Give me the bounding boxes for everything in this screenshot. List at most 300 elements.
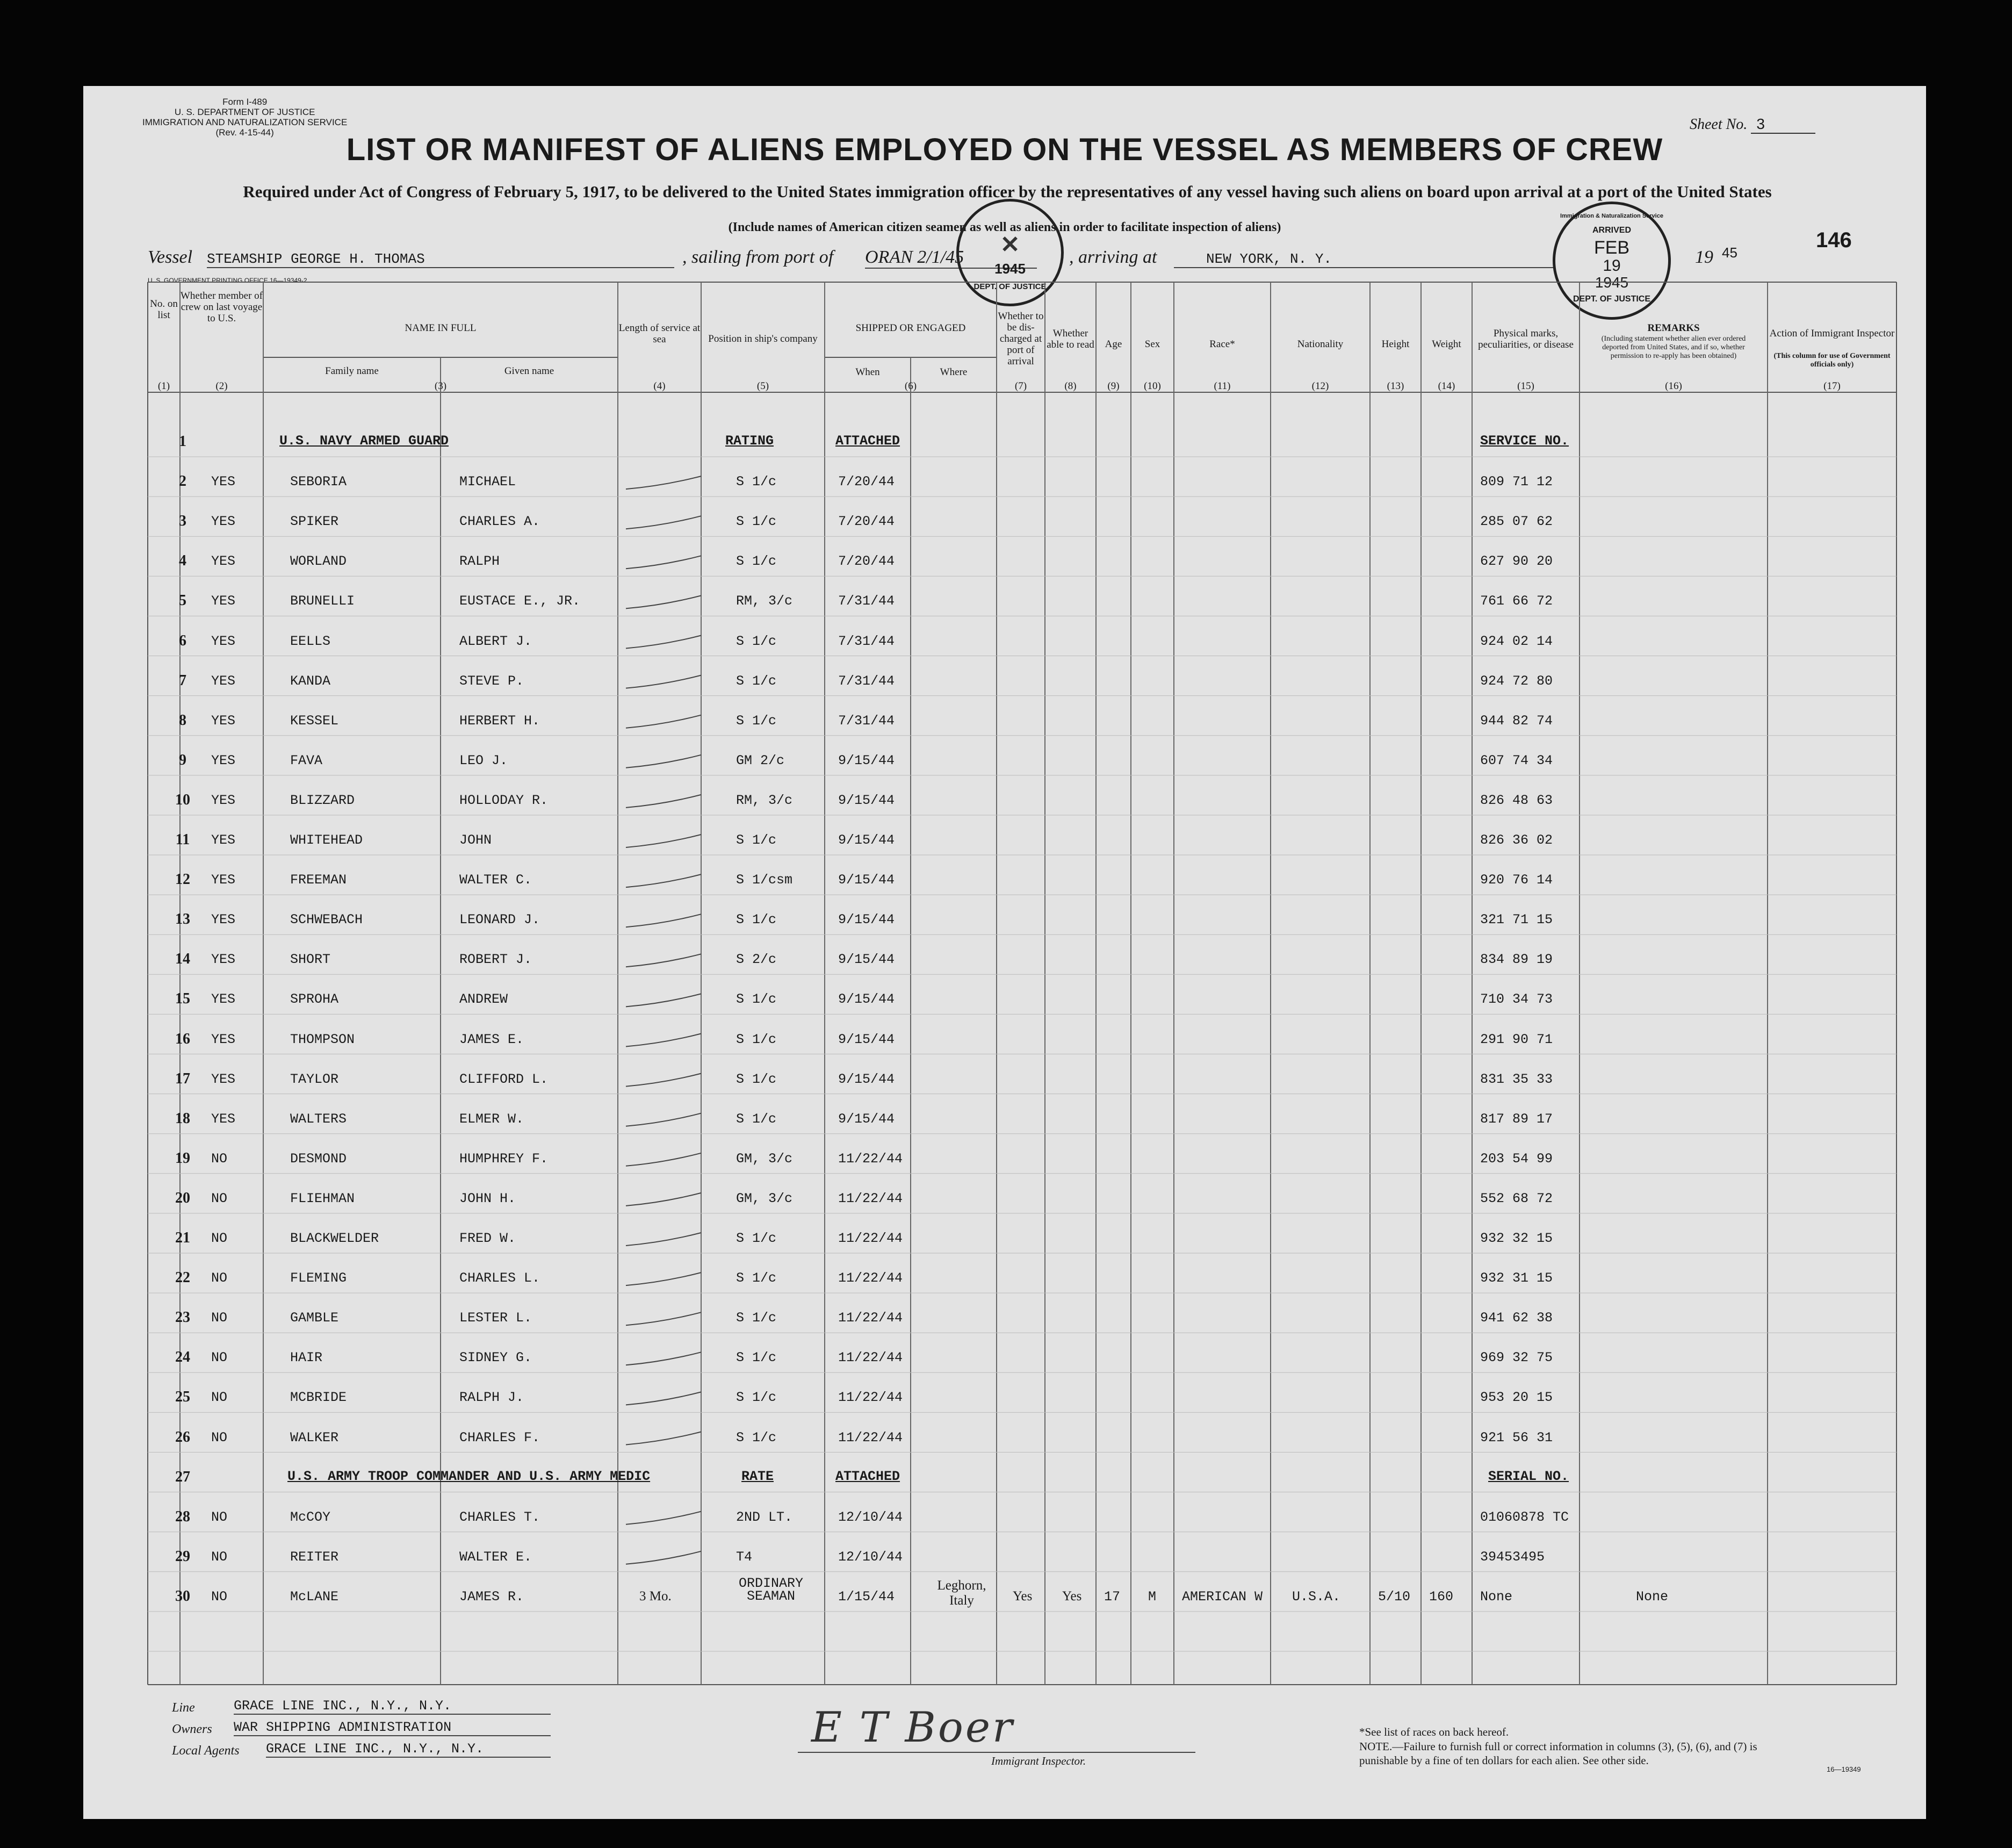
physical-marks: 607 74 34 — [1480, 752, 1553, 768]
family-name: MCBRIDE — [290, 1390, 347, 1406]
family-name: WALKER — [290, 1429, 339, 1446]
check-mark — [626, 1074, 701, 1087]
given-name: HUMPHREY F. — [459, 1150, 549, 1167]
shipped-when: 7/20/44 — [838, 474, 895, 490]
crew-member-status: NO — [211, 1190, 228, 1206]
given-name: LEONARD J. — [459, 912, 540, 928]
position: S 1/c — [736, 1270, 777, 1286]
section-heading: U.S. ARMY TROOP COMMANDER AND U.S. ARMY MEDIC — [287, 1468, 651, 1484]
shipped-when: 9/15/44 — [838, 952, 895, 968]
family-name: McLANE — [290, 1588, 339, 1605]
given-name: RALPH — [459, 553, 500, 570]
given-name: ALBERT J. — [459, 633, 532, 649]
check-mark — [626, 914, 701, 927]
family-name: SEBORIA — [290, 474, 347, 490]
check-mark — [626, 874, 701, 887]
department: U. S. DEPARTMENT OF JUSTICE — [174, 107, 315, 117]
shipped-when: 9/15/44 — [838, 912, 895, 928]
row-number: 13 — [175, 911, 190, 928]
crew-member-status: YES — [211, 1031, 236, 1047]
row-number: 3 — [179, 513, 186, 530]
position: S 1/c — [736, 1231, 777, 1246]
col-header-num: (17) — [1823, 380, 1841, 392]
crew-member-status: NO — [211, 1231, 228, 1246]
crew-member-status: YES — [211, 832, 236, 848]
family-name: SHORT — [290, 952, 331, 968]
given-name: JAMES E. — [459, 1031, 524, 1047]
col-header-given: Given name — [504, 365, 554, 377]
shipped-when: 7/20/44 — [838, 514, 895, 530]
row-number: 17 — [175, 1070, 190, 1087]
page-number: 146 — [1816, 228, 1852, 252]
physical-marks: 710 34 73 — [1480, 991, 1553, 1008]
row-number: 20 — [175, 1189, 190, 1206]
row-number: 16 — [175, 1030, 190, 1047]
physical-marks: 627 90 20 — [1480, 553, 1553, 570]
age: 17 — [1104, 1588, 1121, 1605]
port-to: NEW YORK, N. Y. — [1174, 251, 1555, 268]
check-mark — [626, 476, 701, 489]
physical-marks: 809 71 12 — [1480, 474, 1553, 490]
col-header-num: (7) — [1014, 380, 1027, 392]
family-name: FREEMAN — [290, 872, 347, 888]
crew-member-status: YES — [211, 912, 236, 928]
crew-member-status: NO — [211, 1429, 228, 1446]
family-name: DESMOND — [290, 1150, 347, 1167]
col-header-height: Height — [1381, 339, 1410, 350]
check-mark — [626, 1512, 701, 1525]
given-name: WALTER C. — [459, 872, 532, 888]
dept-justice-stamp: ✕ 1945 DEPT. OF JUSTICE — [956, 199, 1064, 306]
col-header-action-sub: (This column for use of Government officials only) — [1773, 352, 1891, 369]
able-to-read: Yes — [1062, 1588, 1082, 1603]
shipped-when: 7/31/44 — [838, 633, 895, 649]
stamp-arch: Immigration & Naturalization Service — [1560, 213, 1663, 219]
shipped-when: 11/22/44 — [838, 1231, 903, 1246]
col-header-remarks: REMARKS — [1647, 322, 1700, 334]
position: 2ND LT. — [736, 1509, 793, 1525]
family-name: BRUNELLI — [290, 593, 355, 609]
shipped-when: 12/10/44 — [838, 1509, 903, 1525]
vessel-name: STEAMSHIP GEORGE H. THOMAS — [207, 251, 674, 268]
given-name: RALPH J. — [459, 1390, 524, 1406]
owners-label: Owners — [172, 1722, 212, 1736]
physical-marks: 932 31 15 — [1480, 1270, 1553, 1286]
crew-member-status: NO — [211, 1350, 228, 1366]
col-header-when: When — [855, 366, 880, 378]
row-number: 29 — [175, 1548, 190, 1565]
sheet-value: 3 — [1751, 116, 1815, 134]
agents-value: GRACE LINE INC., N.Y., N.Y. — [266, 1741, 551, 1758]
shipped-when: 1/15/44 — [838, 1588, 895, 1605]
stamp-arrived: ARRIVED — [1592, 226, 1631, 235]
col-header-where: Where — [940, 366, 968, 378]
col-header-remarks-sub: (Including statement whether alien ever ordered deported from United States, and if so, whether permission to re-apply has been obtained) — [1601, 335, 1746, 360]
crew-member-status: YES — [211, 633, 236, 649]
check-mark — [626, 556, 701, 569]
col-header-family: Family name — [325, 365, 379, 377]
row-number: 24 — [175, 1349, 190, 1366]
inspector-label: Immigrant Inspector. — [991, 1754, 1086, 1767]
family-name: WORLAND — [290, 553, 347, 570]
position: S 1/c — [736, 1111, 777, 1127]
row-number: 25 — [175, 1389, 190, 1406]
physical-marks: 552 68 72 — [1480, 1190, 1553, 1206]
check-mark — [626, 1113, 701, 1126]
row-number: 15 — [175, 990, 190, 1008]
row-number: 5 — [179, 592, 186, 609]
col-header-member: Whether member of crew on last voyage to U.S. — [181, 290, 263, 324]
crew-member-status: YES — [211, 474, 236, 490]
position: S 1/c — [736, 514, 777, 530]
col-header-length: Length of service at sea — [618, 322, 701, 345]
check-mark — [626, 595, 701, 608]
family-name: REITER — [290, 1549, 339, 1565]
inspector-signature: E T Boer — [811, 1703, 1015, 1752]
stamp-month: FEB — [1593, 238, 1630, 258]
physical-marks: 817 89 17 — [1480, 1111, 1553, 1127]
col-header-num: (9) — [1107, 380, 1120, 392]
physical-marks: 321 71 15 — [1480, 912, 1553, 928]
section-position-heading: RATE — [741, 1468, 774, 1484]
given-name: LEO J. — [459, 752, 508, 768]
crew-member-status: NO — [211, 1549, 228, 1565]
stamp-year: 1945 — [994, 261, 1026, 277]
shipped-when: 7/31/44 — [838, 673, 895, 689]
shipped-when: 11/22/44 — [838, 1150, 903, 1167]
weight: 160 — [1429, 1588, 1454, 1605]
crew-member-status: NO — [211, 1150, 228, 1167]
check-mark — [626, 675, 701, 688]
row-number: 7 — [179, 672, 186, 689]
shipped-when: 7/31/44 — [838, 593, 895, 609]
crew-member-status: YES — [211, 593, 236, 609]
crew-member-status: YES — [211, 792, 236, 808]
owners-value: WAR SHIPPING ADMINISTRATION — [234, 1720, 551, 1736]
physical-marks: 761 66 72 — [1480, 593, 1553, 609]
crew-member-status: YES — [211, 1071, 236, 1087]
position: S 1/c — [736, 912, 777, 928]
race: AMERICAN W — [1182, 1588, 1263, 1605]
check-mark — [626, 1193, 701, 1206]
position: S 1/c — [736, 553, 777, 570]
family-name: WHITEHEAD — [290, 832, 363, 848]
row-number: 18 — [175, 1110, 190, 1127]
position: S 1/c — [736, 1031, 777, 1047]
physical-marks: 953 20 15 — [1480, 1390, 1553, 1406]
family-name: BLIZZARD — [290, 792, 355, 808]
given-name: SIDNEY G. — [459, 1350, 532, 1366]
check-mark — [626, 715, 701, 728]
row-number: 21 — [175, 1229, 190, 1246]
position: S 1/c — [736, 1350, 777, 1366]
position: S 1/c — [736, 1071, 777, 1087]
crew-member-status: YES — [211, 673, 236, 689]
given-name: CHARLES A. — [459, 514, 540, 530]
family-name: THOMPSON — [290, 1031, 355, 1047]
manifest-sheet — [83, 86, 1926, 1819]
given-name: HOLLODAY R. — [459, 792, 549, 808]
remarks: None — [1636, 1588, 1669, 1605]
shipped-when: 9/15/44 — [838, 1071, 895, 1087]
physical-marks: 285 07 62 — [1480, 514, 1553, 530]
check-mark — [626, 954, 701, 967]
shipped-when: 9/15/44 — [838, 1111, 895, 1127]
physical-marks: 924 72 80 — [1480, 673, 1553, 689]
crew-member-status: NO — [211, 1390, 228, 1406]
col-header-num: (10) — [1144, 380, 1161, 392]
shipped-when: 9/15/44 — [838, 1031, 895, 1047]
position: S 1/c — [736, 474, 777, 490]
stamp-dept: DEPT. OF JUSTICE — [973, 282, 1047, 291]
physical-marks: 291 90 71 — [1480, 1031, 1553, 1047]
col-header-weight: Weight — [1432, 339, 1461, 350]
shipped-when: 9/15/44 — [838, 991, 895, 1008]
col-header-sex: Sex — [1144, 339, 1160, 350]
check-mark — [626, 1034, 701, 1047]
family-name: FLEMING — [290, 1270, 347, 1286]
row-number: 14 — [175, 951, 190, 968]
given-name: FRED W. — [459, 1231, 516, 1246]
col-header-num: (14) — [1438, 380, 1455, 392]
section-when-heading: ATTACHED — [835, 433, 900, 449]
given-name: CHARLES L. — [459, 1270, 540, 1286]
col-header-name: NAME IN FULL — [405, 322, 477, 334]
sex: M — [1148, 1588, 1157, 1605]
given-name: JOHN — [459, 832, 492, 848]
row-number: 30 — [175, 1587, 190, 1605]
check-mark — [626, 1551, 701, 1564]
crew-member-status: NO — [211, 1310, 228, 1326]
row-number: 19 — [175, 1149, 190, 1167]
section-when-heading: ATTACHED — [835, 1468, 900, 1484]
shipped-when: 12/10/44 — [838, 1549, 903, 1565]
check-mark — [626, 636, 701, 649]
shipped-when: 11/22/44 — [838, 1350, 903, 1366]
check-mark — [626, 755, 701, 768]
family-name: SCHWEBACH — [290, 912, 363, 928]
col-header-num: (1) — [157, 380, 170, 392]
include-statement: (Include names of American citizen seamen as well as aliens in order to facilitate inspection of aliens) — [728, 220, 1281, 234]
row-number: 28 — [175, 1508, 190, 1525]
sheet-label: Sheet No. — [1690, 116, 1748, 133]
family-name: HAIR — [290, 1350, 323, 1366]
col-header-race: Race* — [1209, 339, 1235, 350]
given-name: CHARLES T. — [459, 1509, 540, 1525]
given-name: CHARLES F. — [459, 1429, 540, 1446]
crew-member-status: YES — [211, 1111, 236, 1127]
col-header-physical: Physical marks, peculiarities, or disease — [1478, 328, 1574, 350]
row-number: 2 — [179, 473, 186, 490]
physical-marks: 01060878 TC — [1480, 1509, 1569, 1525]
col-header-read: Whether able to read — [1047, 328, 1094, 350]
shipped-when: 11/22/44 — [838, 1310, 903, 1326]
physical-marks: 932 32 15 — [1480, 1231, 1553, 1246]
line-label: Line — [172, 1701, 195, 1715]
crew-member-status: NO — [211, 1509, 228, 1525]
row-number: 4 — [179, 552, 186, 570]
check-mark — [626, 1153, 701, 1166]
section-heading: U.S. NAVY ARMED GUARD — [279, 433, 449, 449]
check-mark — [626, 1312, 701, 1325]
position: S 1/c — [736, 1310, 777, 1326]
given-name: ELMER W. — [459, 1111, 524, 1127]
physical-marks: 831 35 33 — [1480, 1071, 1553, 1087]
crew-member-status: YES — [211, 553, 236, 570]
given-name: JAMES R. — [459, 1588, 524, 1605]
check-mark — [626, 1352, 701, 1365]
shipped-when: 9/15/44 — [838, 752, 895, 768]
service: IMMIGRATION AND NATURALIZATION SERVICE — [142, 117, 348, 127]
given-name: HERBERT H. — [459, 713, 540, 729]
revision: (Rev. 4-15-44) — [215, 127, 274, 138]
shipped-when: 7/31/44 — [838, 713, 895, 729]
year-prefix: 19 — [1695, 247, 1713, 267]
row-number: 22 — [175, 1269, 190, 1286]
position: S 1/c — [736, 1390, 777, 1406]
crew-member-status: NO — [211, 1270, 228, 1286]
shipped-where: Leghorn, Italy — [937, 1578, 986, 1608]
position: S 1/c — [736, 633, 777, 649]
check-mark — [626, 1272, 701, 1285]
physical-marks: 924 02 14 — [1480, 633, 1553, 649]
col-header-nationality: Nationality — [1297, 339, 1344, 350]
given-name: JOHN H. — [459, 1190, 516, 1206]
col-header-num: (6) — [904, 380, 917, 392]
given-name: ROBERT J. — [459, 952, 532, 968]
col-header-num: (16) — [1665, 380, 1682, 392]
family-name: BLACKWELDER — [290, 1231, 379, 1246]
position: GM, 3/c — [736, 1150, 793, 1167]
nationality: U.S.A. — [1292, 1588, 1341, 1605]
shipped-when: 11/22/44 — [838, 1270, 903, 1286]
col-header-age: Age — [1105, 339, 1122, 350]
check-mark — [626, 516, 701, 529]
printer-line: U. S. GOVERNMENT PRINTING OFFICE 16—19349-2 — [148, 277, 307, 284]
stamp-year: 1945 — [1595, 274, 1629, 291]
footnote-races: *See list of races on back hereof. — [1359, 1725, 1509, 1738]
physical-marks: None — [1480, 1588, 1513, 1605]
shipped-when: 9/15/44 — [838, 832, 895, 848]
given-name: LESTER L. — [459, 1310, 532, 1326]
row-number: 23 — [175, 1309, 190, 1326]
physical-marks: 920 76 14 — [1480, 872, 1553, 888]
col-header-num: (8) — [1064, 380, 1077, 392]
port-from: ORAN 2/1/45 — [865, 247, 1037, 269]
row-number: 9 — [179, 751, 186, 768]
agents-label: Local Agents — [172, 1744, 240, 1758]
page-title: LIST OR MANIFEST OF ALIENS EMPLOYED ON THE VESSEL AS MEMBERS OF CREW — [346, 132, 1663, 167]
family-name: FAVA — [290, 752, 323, 768]
position: S 1/c — [736, 832, 777, 848]
position: S 1/c — [736, 1429, 777, 1446]
position: T4 — [736, 1549, 753, 1565]
crew-member-status: YES — [211, 514, 236, 530]
col-header-action: Action of Immigrant Inspector — [1769, 328, 1895, 339]
col-header-position: Position in ship's company — [708, 333, 818, 344]
crew-member-status: YES — [211, 952, 236, 968]
col-header-num: (13) — [1387, 380, 1404, 392]
row-number: 6 — [179, 632, 186, 649]
crew-member-status: YES — [211, 872, 236, 888]
row-number: 10 — [175, 791, 190, 808]
check-mark — [626, 1392, 701, 1405]
year-suffix: 45 — [1722, 245, 1737, 261]
footnote-penalty: NOTE.—Failure to furnish full or correct information in columns (3), (5), (6), and (7) is punishable by a fine of ten dollars for each alien. See other side. — [1359, 1740, 1757, 1767]
position: GM, 3/c — [736, 1190, 793, 1206]
physical-marks: 39453495 — [1480, 1549, 1545, 1565]
position: S 1/c — [736, 713, 777, 729]
stamp-dept: DEPT. OF JUSTICE — [1573, 294, 1651, 304]
position: S 2/c — [736, 952, 777, 968]
col-header-num: (15) — [1517, 380, 1534, 392]
col-header-discharged: Whether to be dis-charged at port of arrival — [998, 311, 1044, 367]
crew-member-status: YES — [211, 713, 236, 729]
family-name: KESSEL — [290, 713, 339, 729]
arriving-label: , arriving at — [1069, 247, 1157, 267]
line-value: GRACE LINE INC., N.Y., N.Y. — [234, 1698, 551, 1715]
row-number: 12 — [175, 871, 190, 888]
physical-marks: 941 62 38 — [1480, 1310, 1553, 1326]
shipped-when: 9/15/44 — [838, 792, 895, 808]
check-mark — [626, 1432, 701, 1445]
col-header-no: No. on list — [150, 298, 178, 321]
family-name: GAMBLE — [290, 1310, 339, 1326]
check-mark — [626, 1233, 701, 1246]
physical-marks: 944 82 74 — [1480, 713, 1553, 729]
physical-marks: 826 36 02 — [1480, 832, 1553, 848]
position: S 1/c — [736, 673, 777, 689]
col-header-num: (11) — [1214, 380, 1231, 392]
col-header-num: (2) — [215, 380, 228, 392]
col-header-num: (5) — [756, 380, 769, 392]
position: S 1/csm — [736, 872, 793, 888]
col-header-shipped: SHIPPED OR ENGAGED — [855, 322, 966, 334]
shipped-when: 9/15/44 — [838, 872, 895, 888]
arrival-stamp — [1553, 202, 1671, 320]
col-header-num: (3) — [434, 380, 447, 392]
family-name: WALTERS — [290, 1111, 347, 1127]
vessel-label: Vessel — [148, 247, 193, 267]
given-name: MICHAEL — [459, 474, 516, 490]
family-name: SPROHA — [290, 991, 339, 1008]
row-number: 1 — [179, 433, 186, 450]
given-name: ANDREW — [459, 991, 508, 1008]
position: RM, 3/c — [736, 593, 793, 609]
row-number: 11 — [175, 831, 190, 848]
check-mark — [626, 994, 701, 1006]
position: S 1/c — [736, 991, 777, 1008]
col-header-num: (4) — [653, 380, 666, 392]
crew-member-status: NO — [211, 1588, 228, 1605]
shipped-when: 7/20/44 — [838, 553, 895, 570]
form-number: Form I-489 — [222, 97, 268, 107]
discharged: Yes — [1013, 1588, 1033, 1603]
family-name: SPIKER — [290, 514, 339, 530]
given-name: EUSTACE E., JR. — [459, 593, 581, 609]
row-number: 26 — [175, 1428, 190, 1446]
check-mark — [626, 795, 701, 808]
given-name: STEVE P. — [459, 673, 524, 689]
form-code: 16—19349 — [1827, 1765, 1861, 1773]
family-name: McCOY — [290, 1509, 331, 1525]
required-statement: Required under Act of Congress of February 5, 1917, to be delivered to the United States immigration officer by the representatives of any vessel having such aliens on board upon arrival at a port of the United States — [243, 182, 1772, 201]
crew-member-status: YES — [211, 991, 236, 1008]
sailing-label: , sailing from port of — [682, 247, 834, 267]
length-of-service: 3 Mo. — [639, 1588, 672, 1603]
shipped-when: 11/22/44 — [838, 1429, 903, 1446]
position: GM 2/c — [736, 752, 785, 768]
